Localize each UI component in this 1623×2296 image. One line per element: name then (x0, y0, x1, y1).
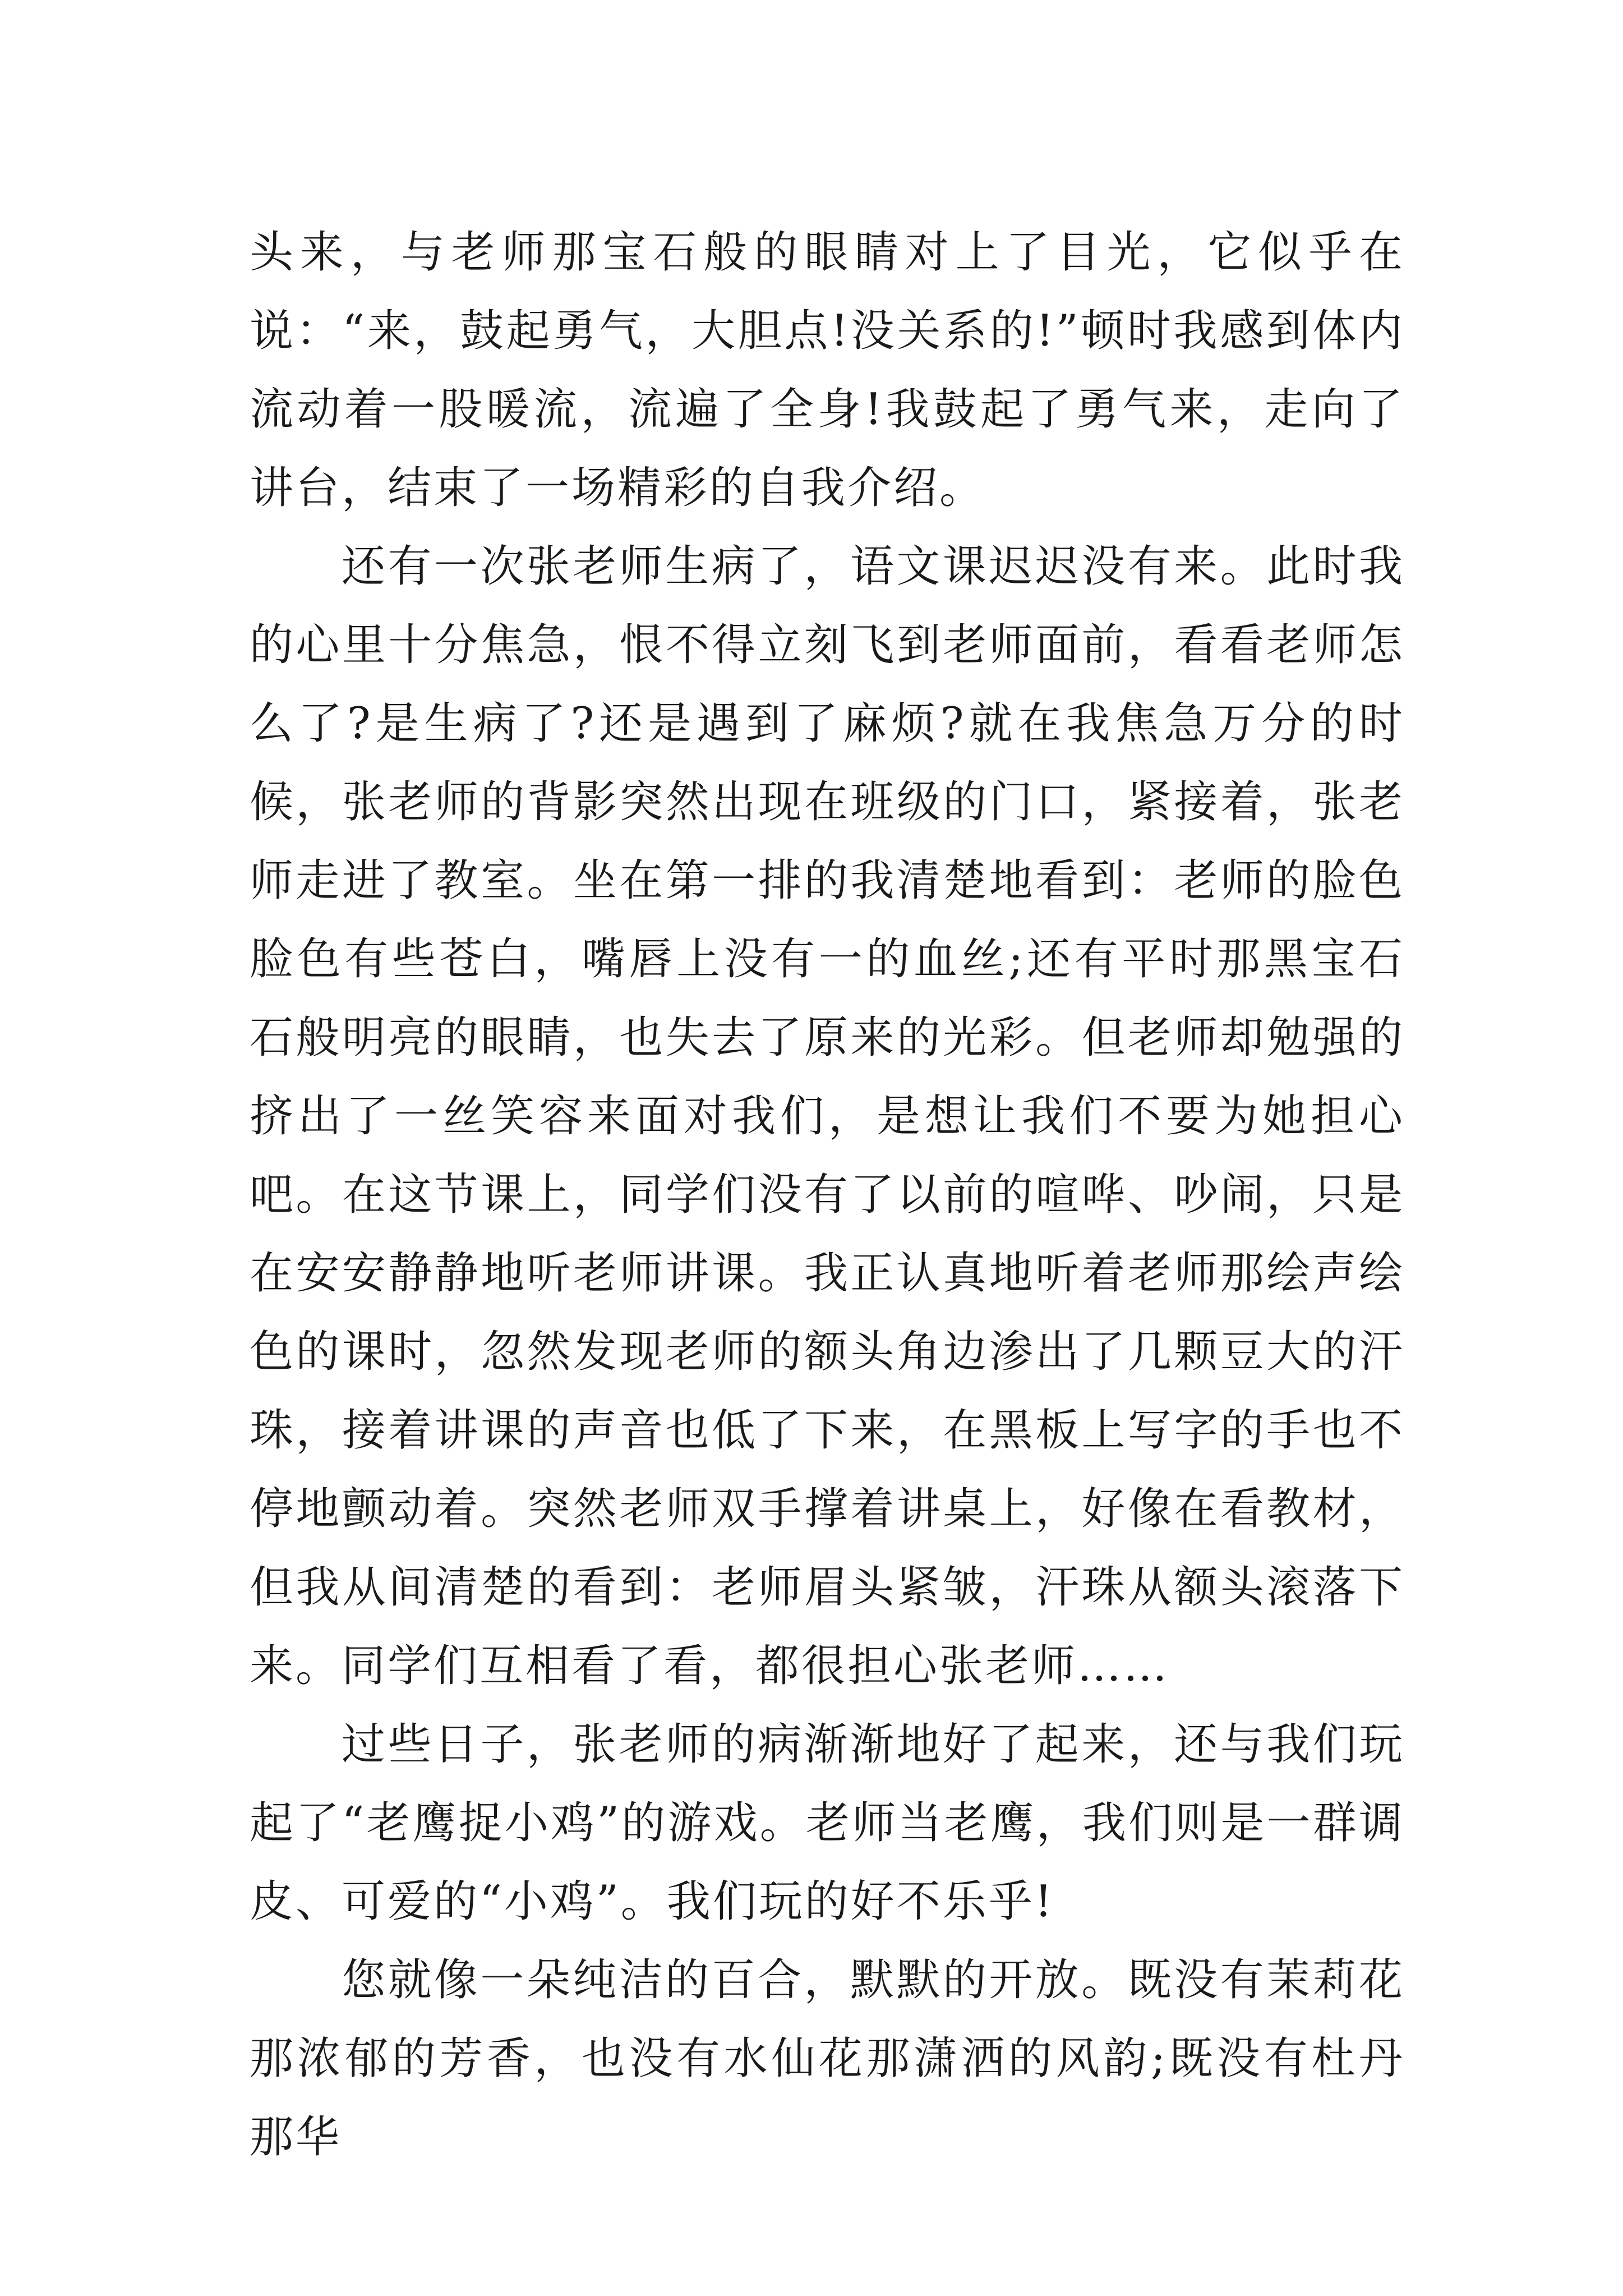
paragraph-2: 还有一次张老师生病了，语文课迟迟没有来。此时我的心里十分焦急，恨不得立刻飞到老师面前，看看老师怎么了?是生病了?还是遇到了麻烦?就在我焦急万分的时候，张老师的背影突然出现在班级的门口，紧接着，张老师走进了教室。坐在第一排的我清楚地看到：老师的脸色脸色有些苍白，嘴唇上没有一的血丝;还有平时那黑宝石石般明亮的眼睛，也失去了原来的光彩。但老师却勉强的挤出了一丝笑容来面对我们，是想让我们不要为她担心吧。在这节课上，同学们没有了以前的喧哗、吵闹，只是在安安静静地听老师讲课。我正认真地听着老师那绘声绘色的课时，忽然发现老师的额头角边渗出了几颗豆大的汗珠，接着讲课的声音也低了下来，在黑板上写字的手也不停地颤动着。突然老师双手撑着讲桌上，好像在看教材，但我从间清楚的看到：老师眉头紧皱，汗珠从额头滚落下来。同学们互相看了看，都很担心张老师…… (250, 541, 1405, 1691)
body-text (250, 213, 1405, 2177)
paragraph-1: 头来，与老师那宝石般的眼睛对上了目光，它似乎在说：“来，鼓起勇气，大胆点!没关系的!”顿时我感到体内流动着一股暖流，流遍了全身!我鼓起了勇气来，走向了讲台，结束了一场精彩的自我介绍。 (250, 227, 1405, 513)
paragraph-3: 过些日子，张老师的病渐渐地好了起来，还与我们玩起了“老鹰捉小鸡”的游戏。老师当老鹰，我们则是一群调皮、可爱的“小鸡”。我们玩的好不乐乎! (250, 1719, 1405, 1927)
paragraph-4: 您就像一朵纯洁的百合，默默的开放。既没有茉莉花那浓郁的芳香，也没有水仙花那潇洒的风韵;既没有杜丹那华 (250, 1955, 1405, 2162)
